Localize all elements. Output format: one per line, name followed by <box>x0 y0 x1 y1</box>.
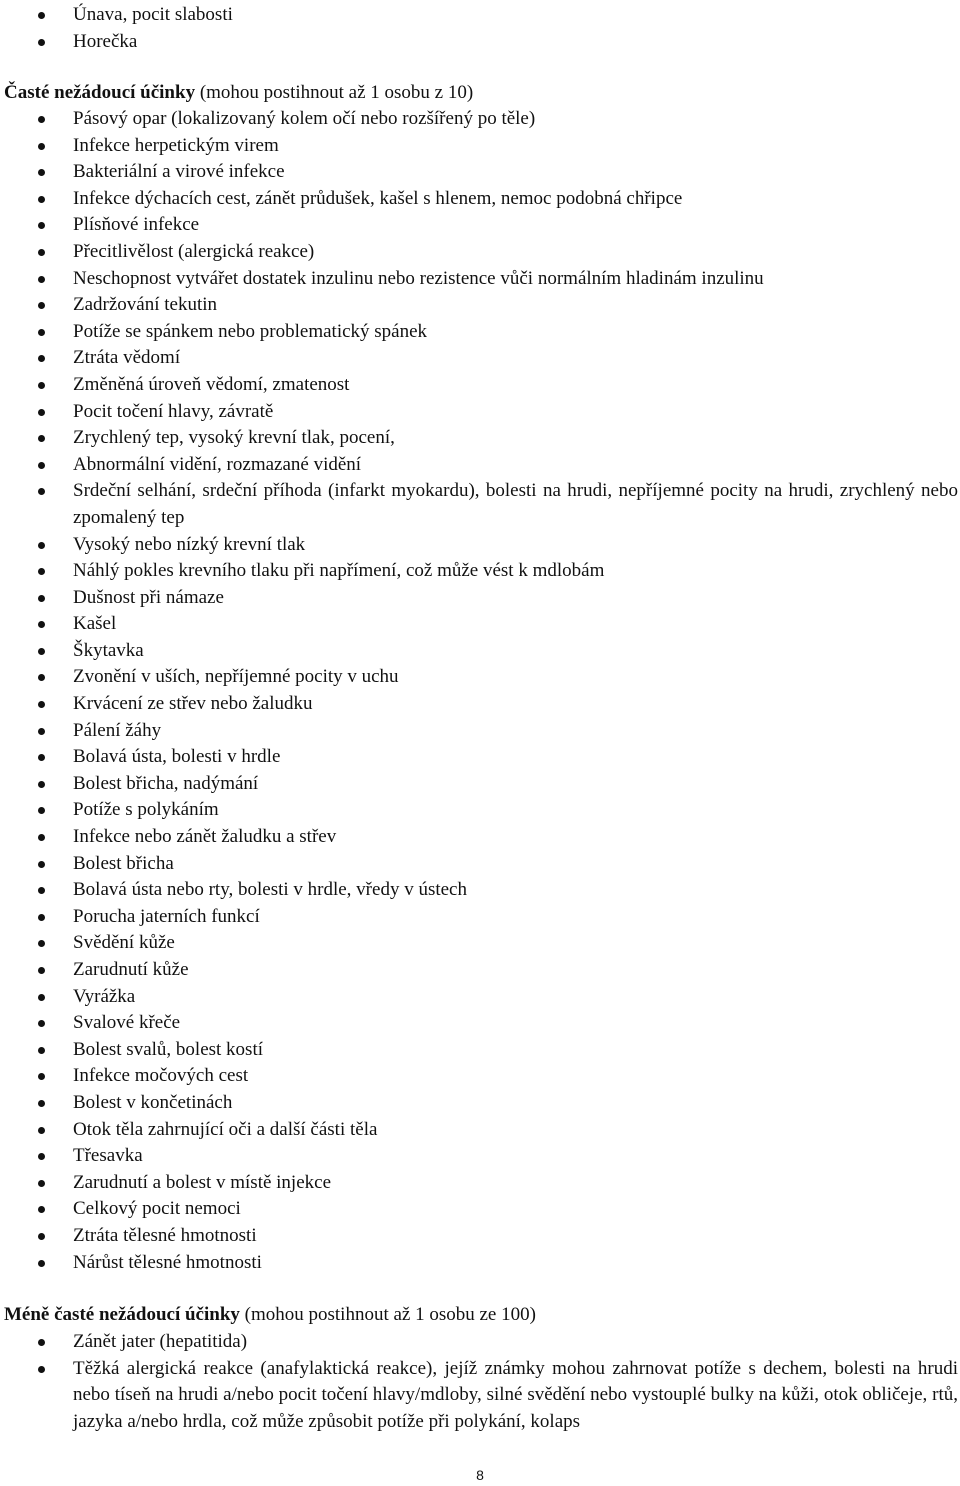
list-item: Infekce nebo zánět žaludku a střev <box>0 824 958 851</box>
list-item: Dušnost při námaze <box>0 585 958 612</box>
list-item: Otok těla zahrnující oči a další části těla <box>0 1117 958 1144</box>
list-item: Bolest v končetinách <box>0 1090 958 1117</box>
side-effects-list-continued <box>0 2 958 55</box>
list-item: Bolest svalů, bolest kostí <box>0 1037 958 1064</box>
list-item: Krvácení ze střev nebo žaludku <box>0 691 958 718</box>
list-item: Srdeční selhání, srdeční příhoda (infarkt myokardu), bolesti na hrudi, nepříjemné pocity na hrudi, zrychlený nebo zpomalený tep <box>0 478 958 531</box>
list-item: Porucha jaterních funkcí <box>0 904 958 931</box>
uncommon-side-effects-list <box>0 1329 958 1435</box>
section-heading-uncommon-frequency: (mohou postihnout až 1 osobu ze 100) <box>239 1304 536 1325</box>
list-item: Třesavka <box>0 1143 958 1170</box>
list-item: Zrychlený tep, vysoký krevní tlak, pocení, <box>0 425 958 452</box>
common-side-effects-list <box>0 106 958 1276</box>
list-item: Změněná úroveň vědomí, zmatenost <box>0 372 958 399</box>
list-item: Horečka <box>0 29 958 56</box>
section-heading-uncommon-bold: Méně časté nežádoucí účinky <box>4 1304 240 1325</box>
list-item: Pálení žáhy <box>0 718 958 745</box>
section-heading-uncommon <box>0 1302 960 1329</box>
list-item: Zvonění v uších, nepříjemné pocity v uchu <box>0 664 958 691</box>
list-item: Bolavá ústa, bolesti v hrdle <box>0 744 958 771</box>
list-item: Škytavka <box>0 638 958 665</box>
list-item: Infekce herpetickým virem <box>0 133 958 160</box>
list-item: Infekce dýchacích cest, zánět průdušek, kašel s hlenem, nemoc podobná chřipce <box>0 186 958 213</box>
list-item: Zadržování tekutin <box>0 292 958 319</box>
list-item: Zánět jater (hepatitida) <box>0 1329 958 1356</box>
list-item: Potíže s polykáním <box>0 797 958 824</box>
list-item: Těžká alergická reakce (anafylaktická reakce), jejíž známky mohou zahrnovat potíže s dechem, bolesti na hrudi nebo tíseň na hrudi a/nebo pocit točení hlavy/mdloby, silné svědění nebo vystouplé bulky na kůži, otok obličeje, rtů, jazyka a/nebo hrdla, což může způsobit potíže při polykání, kolaps <box>0 1356 958 1436</box>
list-item: Pásový opar (lokalizovaný kolem očí nebo rozšířený po těle) <box>0 106 958 133</box>
list-item: Zarudnutí kůže <box>0 957 958 984</box>
list-item: Abnormální vidění, rozmazané vidění <box>0 452 958 479</box>
list-item: Bakteriální a virové infekce <box>0 159 958 186</box>
list-item: Svalové křeče <box>0 1010 958 1037</box>
list-item: Ztráta tělesné hmotnosti <box>0 1223 958 1250</box>
page-number: 8 <box>476 1467 484 1483</box>
list-item: Potíže se spánkem nebo problematický spánek <box>0 319 958 346</box>
section-heading-common-frequency: (mohou postihnout až 1 osobu z 10) <box>195 82 474 103</box>
list-item: Neschopnost vytvářet dostatek inzulinu nebo rezistence vůči normálním hladinám inzulinu <box>0 266 958 293</box>
list-item: Infekce močových cest <box>0 1063 958 1090</box>
list-item: Bolavá ústa nebo rty, bolesti v hrdle, vředy v ústech <box>0 877 958 904</box>
list-item: Celkový pocit nemoci <box>0 1196 958 1223</box>
list-item: Přecitlivělost (alergická reakce) <box>0 239 958 266</box>
list-item: Únava, pocit slabosti <box>0 2 958 29</box>
section-heading-common-bold: Časté nežádoucí účinky <box>4 82 196 103</box>
list-item: Kašel <box>0 611 958 638</box>
list-item: Zarudnutí a bolest v místě injekce <box>0 1170 958 1197</box>
list-item: Bolest břicha, nadýmání <box>0 771 958 798</box>
list-item: Nárůst tělesné hmotnosti <box>0 1250 958 1277</box>
list-item: Ztráta vědomí <box>0 345 958 372</box>
list-item: Náhlý pokles krevního tlaku při napřímení, což může vést k mdlobám <box>0 558 958 585</box>
list-item: Pocit točení hlavy, závratě <box>0 399 958 426</box>
list-item: Vysoký nebo nízký krevní tlak <box>0 532 958 559</box>
list-item: Plísňové infekce <box>0 212 958 239</box>
section-heading-common <box>0 80 960 107</box>
list-item: Svědění kůže <box>0 930 958 957</box>
list-item: Bolest břicha <box>0 851 958 878</box>
list-item: Vyrážka <box>0 984 958 1011</box>
